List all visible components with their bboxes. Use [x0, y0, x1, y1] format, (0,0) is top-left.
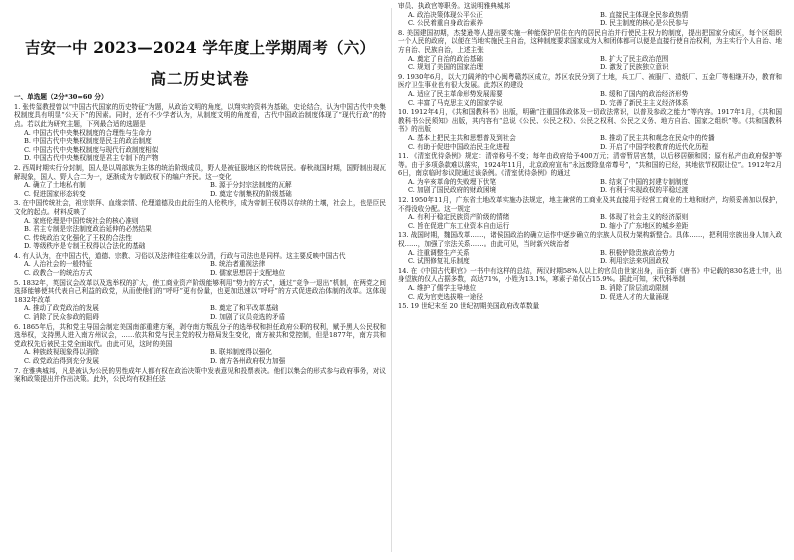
question-stem: 13. 战国时期，魏国改革……，诸侯国政治的确立运作中逐步确立的宗族人员权力架构新整合。具体……，把利用宗族出身人加入政权……，加强了宗法关系……。由此可见，当时新兴统治者 — [398, 231, 782, 249]
question-stem: 15. 19 世纪末至 20 世纪初期美国政府改革数量 — [398, 302, 540, 311]
answer-option: D. 儒家思想居于支配地位 — [210, 269, 286, 278]
answer-option: B. 结束了中国的封建专制制度 — [600, 177, 689, 186]
question — [14, 199, 386, 251]
exam-subtitle: 高二历史试卷 — [150, 68, 250, 88]
answer-option: D. 激发了民族独立意识 — [600, 63, 669, 72]
answer-option: D. 促进人才的大量涌现 — [600, 292, 669, 301]
question-stem: 14. 在《中国古代职官》一书中有这样的总结，两汉时期58%人以上的官员由世家出身，而在新《唐书》中记载的830名进士中，出身望族的仅人占据多数，高达71%，小姓为13.1%，寒素子弟仅占15.9%。据此可知，宋代科举制 — [398, 266, 782, 284]
answer-options — [398, 178, 782, 195]
answer-option: C. 试图修复礼乐制度 — [408, 257, 470, 266]
question-stem: 6. 1865年后，共和党主导国会制定美国南部重建方案，剥夺南方叛乱分子的选举权和担任政府公职的权利，赋予黑人公民权和选举权，支持黑人进入南方州议会，……依共和党与民主党的权力格局发生变化，南方被共和党控制，但是1877年，南方共和党政权先后被民主党全面取代。由此可见，这时的美国 — [14, 322, 386, 348]
answer-option: C. 丰富了马克思主义的国家学说 — [408, 98, 503, 107]
answer-option: D. 利用宗法来巩固政权 — [600, 257, 669, 266]
question-stem: 4. 有人认为，在中国古代，道德、宗教、习俗以及法律往往难以分清，行政与司法也是同样。这主要反映中国古代 — [14, 251, 346, 260]
answer-option: D. 加剧了议员竞选的矛盾 — [210, 313, 286, 322]
question-stem: 2. 西周时期实行分封制，国人是以周部族为主体的统治阶级成员，野人是被征服地区的传统居民。春秋战国时期，国野制出现瓦解现象，国人、野人合二为一，逐渐成为专制政权下的编户齐民。这一变化 — [14, 163, 386, 181]
answer-options — [398, 249, 782, 266]
answer-option: D. 等级秩序是专制王权得以合法化的基础 — [24, 242, 146, 251]
answer-option: A. 推动了政党政治的发展 — [24, 304, 99, 313]
answer-option: B. 扩大了民主政治范围 — [600, 54, 669, 63]
question — [398, 196, 782, 230]
answer-option: C. 政党政治得到充分发展 — [24, 357, 99, 365]
answer-option: C. 加剧了国民政府的财政困境 — [408, 186, 497, 195]
answer-option: D. 奠定专制集权的阶级基础 — [210, 189, 292, 198]
answer-option: C. 消除了民众参政的阻碍 — [24, 313, 99, 322]
exam-title: 吉安一中 2023—2024 学年度上学期周考（六） — [24, 38, 376, 57]
question — [398, 108, 782, 151]
question — [14, 103, 386, 163]
answer-options — [398, 11, 782, 28]
question — [14, 279, 386, 322]
answer-options — [14, 181, 386, 198]
question-stem: 10. 1912年4月，《共和国教科书》出版，明确“注重国体政体及一切政法常识，以普及参政之能力”等内容。1917年1月，《共和国教科书公民须知》出版，其内容有“总说《公民、公民之权》、公民之权利、公民之义务、地方自治、国家之组织”等。《共和国教科书》的出版 — [398, 108, 782, 134]
answer-option: D. 完善了新民主主义经济体系 — [600, 98, 689, 107]
question — [398, 152, 782, 195]
answer-options — [14, 348, 386, 365]
answer-option: B. 中国古代中央集权制度是民主的政治制度 — [24, 137, 152, 146]
answer-option: B. 消除了阶层流动限制 — [600, 284, 669, 292]
answer-option: D. 民主制度的核心是公民参与 — [600, 19, 689, 28]
question-stem: 7. 在雅典城邦，凡是被认为公民的男性成年人都有权在政治决策中发表意见和投票表决。他们以集会的形式参与政府事务，对议案和政策提出并作出决策。此外，公民均有权担任法 — [14, 366, 386, 384]
answer-options — [398, 90, 782, 107]
answer-option: D. 有利于实现政权的平稳过渡 — [600, 186, 689, 195]
answer-option: D. 中国古代中央集权制度是君主专制下的产物 — [24, 154, 159, 163]
answer-option: A. 适应了民主革命形势发展需要 — [408, 89, 503, 98]
answer-options — [14, 304, 386, 321]
answer-option: B. 联邦制度得以强化 — [210, 348, 272, 357]
answer-option: A. 奠定了自治的政治基础 — [408, 54, 483, 63]
answer-option: A. 中国古代中央集权制度的合理性与生命力 — [24, 128, 152, 137]
question-stem: 12. 1950年11月，广东省土地改革实施办法规定，地主兼营的工商业及其直接用于经营工商业的土地和财产，均须妥善加以保护，不得没收分配。这一规定 — [398, 196, 782, 213]
question — [398, 73, 782, 107]
question — [398, 29, 782, 72]
answer-option: D. 缩小了广东地区的城乡差距 — [600, 221, 689, 230]
answer-option: B. 君主专制是宗法制度政治延伸的必然结果 — [24, 225, 152, 234]
answer-options — [14, 129, 386, 163]
question-stem: 3. 在中国传统社会，祖宗崇拜、血缘亲情、伦理道德及由此衍生的人伦秩序，成为帝制王权得以存续的土壤，社会上，也是臣民文化的起点。材料反映了 — [14, 199, 386, 216]
question-stem: 审员、执政官等职务。这说明雅典城邦 — [398, 2, 511, 10]
answer-option: B. 缓和了国内的政治经济形势 — [600, 89, 689, 98]
answer-option: B. 积极铲除贵族政治势力 — [600, 248, 675, 257]
answer-option: A. 政治决策体现公平公正 — [408, 10, 483, 19]
question — [14, 164, 386, 198]
answer-options — [398, 55, 782, 72]
left-question-list — [14, 103, 386, 384]
question-stem: 9. 1930年6月，以大刀阔斧的中心闽粤赣苏区成立，苏区农民分到了土地，兵工厂、被服厂、造纸厂、五金厂等相继开办，教育和医疗卫生事业也有很大发展。此苏区的建设 — [398, 72, 782, 90]
answer-options — [398, 284, 782, 301]
question — [398, 231, 782, 265]
question-stem: 8. 美国建国初期，杰斐逊等人提出要实施一种能保护居住在内的居民自治并行使民主权力的制度，提出把国家分成区，每个区组织一个人民的政府，以便在当地实施民主自治，这种制度要求国家成为人和团体都可以便是直接行使自治权利，为主实行个人自治、地方自治、民族自治，上述主张 — [398, 28, 782, 54]
answer-option: C. 公民着重自身政治素养 — [408, 19, 483, 28]
question — [398, 267, 782, 301]
answer-option: C. 旨在促进广东工业资本自由运行 — [408, 221, 510, 230]
answer-option: A. 注重调整生产关系 — [408, 248, 470, 257]
answer-option: B. 源于分封宗法制度的瓦解 — [210, 181, 292, 190]
answer-option: B. 奠定了和平改革基础 — [210, 304, 279, 313]
answer-option: C. 中国古代中央集权制度与现代行政制度相似 — [24, 145, 159, 154]
answer-option: B. 体现了社会主义的经济原则 — [600, 213, 689, 222]
answer-option: C. 有助于促进中国政治民主化进程 — [408, 142, 510, 151]
left-column — [14, 0, 386, 560]
question — [14, 323, 386, 366]
answer-option: C. 促进国家形态转变 — [24, 189, 86, 198]
right-column — [398, 0, 782, 560]
column-divider — [391, 8, 392, 552]
question — [14, 367, 386, 384]
answer-option: C. 规划了美国的国家治理 — [408, 63, 483, 72]
answer-option: A. 基本上把民主共和思想普及到社会 — [408, 133, 516, 142]
answer-option: B. 推动了民主共和观念在民众中的传播 — [600, 133, 715, 142]
answer-option: B. 直接民主体现全民参政热情 — [600, 10, 689, 19]
answer-option: C. 成为官吏选拔唯一途径 — [408, 292, 483, 301]
question — [398, 2, 782, 28]
answer-option: C. 政教合一的统治方式 — [24, 269, 93, 278]
answer-option: C. 传统政治文化强化了王权的合法性 — [24, 233, 132, 242]
answer-option: A. 人治社会的一般特征 — [24, 260, 93, 269]
answer-options — [14, 260, 386, 277]
answer-options — [398, 134, 782, 151]
answer-options — [398, 213, 782, 230]
answer-option: A. 维护了儒学主导地位 — [408, 284, 477, 292]
answer-option: A. 有利于稳定民族资产阶级的情绪 — [408, 213, 510, 222]
answer-options — [14, 217, 386, 251]
answer-option: A. 确立了土地私有制 — [24, 181, 86, 190]
answer-option: B. 统治者重视法律 — [210, 260, 266, 269]
answer-option: D. 南方各州政府权力加强 — [210, 357, 286, 365]
question-stem: 1. 张传玺教授曾以“中国古代国家的历史特征”为题，从政治文明的角度，以翔实的资料为基础，史论结合，认为中国古代中央集权制度具有明显“公天下”的因素。同时，还有不少学者认为，从制度文明的角度看，古代中国政治制度体现了“现代行政”的特点。若以此为研究主题，下列最合适的选题是 — [14, 102, 386, 128]
right-question-list — [398, 2, 782, 311]
question — [14, 252, 386, 278]
question — [398, 302, 782, 311]
question-stem: 11. 《清室优待条例》规定：清帝称号不变；每年由政府给予400万元；清帝暂居宫禁，以后移居颐和园；原有私产由政府保护等等。由于多项条款难以落实，1924年11月，北京政府宣布“永远废除皇帝尊号”，“共和国的已经，其地依节权限让位”。1912年2月6日，南京临时参议院通过该条例。《清室优待条例》的通过 — [398, 152, 782, 178]
section-heading: 一、单选题（2分*30=60 分） — [14, 93, 108, 102]
answer-option: A. 种族歧视现象得以消除 — [24, 348, 99, 357]
answer-option: A. 家庭伦理是中国传统社会的核心准则 — [24, 216, 139, 225]
answer-option: A. 为辛亥革命的失败埋下伏笔 — [408, 177, 497, 186]
question-stem: 5. 1832年，英国议会改革以及选举权的扩大，使工商业资产阶级能够利用“势力的方式”，通过“竞争一退出”机制，在两党之间选择能够使其代表自己利益的政党，从而使他们的“呼吁”更有份量，也更加迅速以“呼吁”的方式促进政治体制的改革。这体现1832年改革 — [14, 278, 386, 304]
answer-option: D. 开启了中国学校教育的近代化历程 — [600, 142, 709, 151]
